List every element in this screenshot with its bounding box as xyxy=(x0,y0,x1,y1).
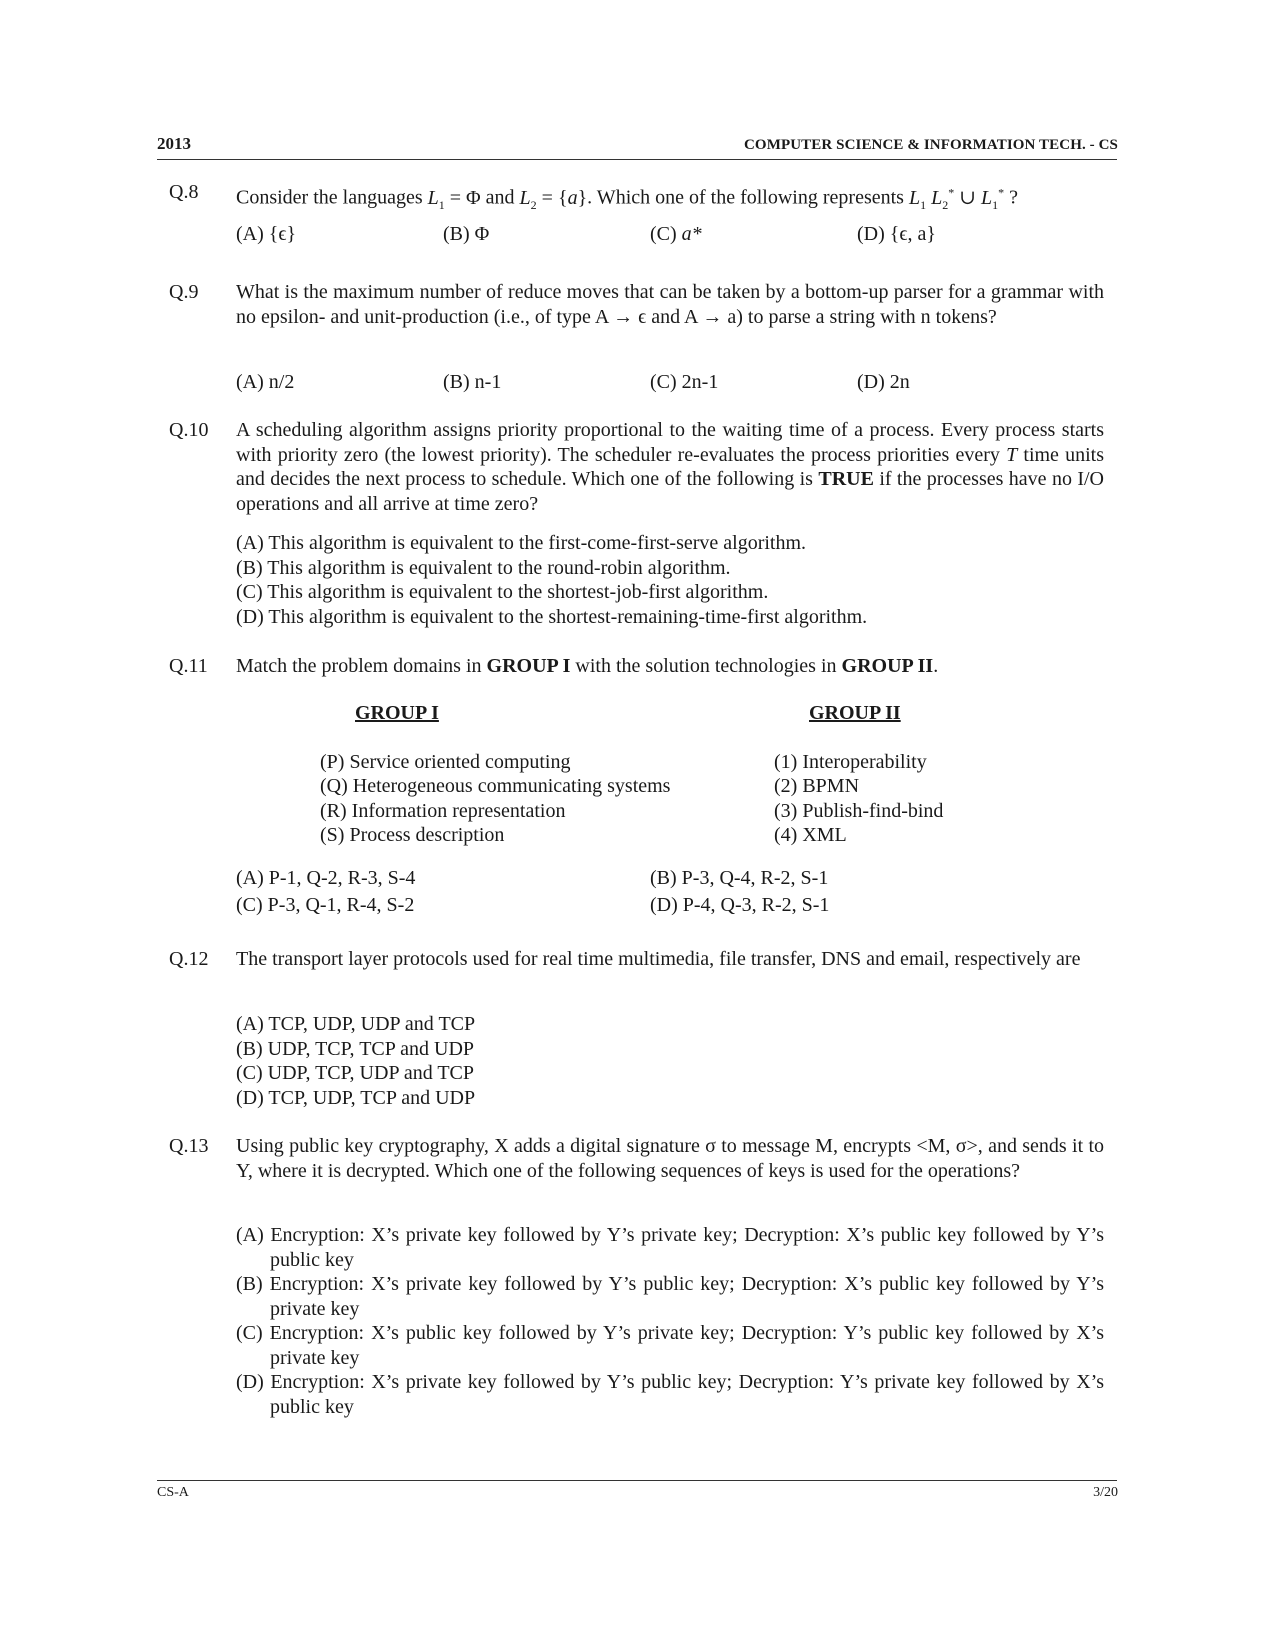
question-number: Q.9 xyxy=(169,281,199,303)
question-text: What is the maximum number of reduce moves that can be taken by a bottom-up parser for a grammar with no epsilon- and unit-production (i.e., of type A → ϵ and A → a) to parse a string with n tokens? xyxy=(236,281,1104,328)
header-rule xyxy=(157,159,1117,160)
footer-rule xyxy=(157,1480,1117,1481)
option-a[interactable]: (A) TCP, UDP, UDP and TCP xyxy=(236,1013,476,1035)
question-text: Consider the languages $L_1 = \Phi$ and $L_2 = \{a\}$. Which one of the following represents $L_1$ $L_2^*$ ∪ $L_1^*$ ? xyxy=(236,185,1018,212)
page-number: 3/20 xyxy=(1093,1485,1118,1500)
group-1-heading: GROUP I xyxy=(355,702,439,724)
question-text: A scheduling algorithm assigns priority proportional to the waiting time of a process. Every process starts with priority zero (the lowest priority). The scheduler re-evaluates the process priorities every T time units and decides the next process to schedule. Which one of the following is TRUE if the processes have no I/O operations and all arrive at time zero? xyxy=(236,419,1104,515)
option-a[interactable]: (A) P-1, Q-2, R-3, S-4 xyxy=(236,867,416,889)
option-b[interactable]: (B) n-1 xyxy=(443,371,502,393)
math-l1: $L_1 = \Phi$ xyxy=(427,186,481,212)
options-row xyxy=(236,866,1104,890)
option-b[interactable]: (B) UDP, TCP, TCP and UDP xyxy=(236,1037,475,1060)
option-d[interactable]: (D) TCP, UDP, TCP and UDP xyxy=(236,1086,476,1109)
question-number: Q.11 xyxy=(169,655,208,677)
footer-code: CS-A xyxy=(157,1485,189,1500)
option-b[interactable]: (B) P-3, Q-4, R-2, S-1 xyxy=(650,867,829,889)
options-row xyxy=(236,370,1104,394)
math-expression: $L_1$ $L_2^*$ ∪ $L_1^*$ xyxy=(908,185,1005,212)
question-number: Q.13 xyxy=(169,1135,209,1157)
group-1-item: (Q) Heterogeneous communicating systems xyxy=(320,775,671,798)
group-1-item: (S) Process description xyxy=(320,823,505,846)
group-1-item: (P) Service oriented computing xyxy=(320,751,571,773)
math-l2: $L_2 = \{a\}$ xyxy=(519,186,588,212)
option-c[interactable]: (C) UDP, TCP, UDP and TCP xyxy=(236,1062,475,1084)
options-list xyxy=(236,1223,1104,1419)
question-number: Q.8 xyxy=(169,181,199,203)
group-2-heading: GROUP II xyxy=(809,702,901,724)
option-c[interactable]: (C) Encryption: X’s public key followed by Y’s private key; Decryption: Y’s public key followed by X’s private key xyxy=(236,1322,1104,1369)
option-c[interactable]: (C) This algorithm is equivalent to the shortest-job-first algorithm. xyxy=(236,581,769,603)
option-d[interactable]: (D) 2n xyxy=(857,371,910,393)
group-2-item: (2) BPMN xyxy=(774,775,860,798)
option-c[interactable]: (C) P-3, Q-1, R-4, S-2 xyxy=(236,894,415,916)
option-c[interactable]: (C) a* xyxy=(650,223,702,245)
options-list xyxy=(236,1012,1104,1110)
option-a[interactable]: (A) Encryption: X’s private key followed by Y’s private key; Decryption: X’s public key followed by Y’s public key xyxy=(236,1224,1104,1271)
option-d[interactable]: (D) P-4, Q-3, R-2, S-1 xyxy=(650,894,830,916)
question-text: The transport layer protocols used for real time multimedia, file transfer, DNS and email, respectively are xyxy=(236,948,1081,970)
group-2-item: (1) Interoperability xyxy=(774,751,927,773)
option-a[interactable]: (A) {ϵ} xyxy=(236,223,297,245)
options-row xyxy=(236,893,1104,917)
group-2-item: (3) Publish-find-bind xyxy=(774,799,944,822)
header-paper-title: COMPUTER SCIENCE & INFORMATION TECH. - CS xyxy=(744,137,1118,153)
question-text: Match the problem domains in GROUP I with the solution technologies in GROUP II. xyxy=(236,655,939,677)
options-list xyxy=(236,531,1104,629)
option-b[interactable]: (B) Encryption: X’s private key followed by Y’s public key; Decryption: X’s public key followed by Y’s private key xyxy=(236,1273,1104,1320)
option-b[interactable]: (B) This algorithm is equivalent to the round-robin algorithm. xyxy=(236,556,731,579)
option-d[interactable]: (D) This algorithm is equivalent to the shortest-remaining-time-first algorithm. xyxy=(236,605,868,628)
option-b[interactable]: (B) Φ xyxy=(443,223,490,245)
option-d[interactable]: (D) {ϵ, a} xyxy=(857,223,936,245)
options-row xyxy=(236,222,1104,246)
group-2-item: (4) XML xyxy=(774,823,847,846)
option-a[interactable]: (A) This algorithm is equivalent to the first-come-first-serve algorithm. xyxy=(236,532,807,554)
group-2-list xyxy=(774,750,943,847)
question-text: Using public key cryptography, X adds a digital signature σ to message M, encrypts <M, σ>, and sends it to Y, where it is decrypted. Which one of the following sequences of keys is used for the operations? xyxy=(236,1135,1104,1182)
group-1-list xyxy=(320,750,670,847)
option-a[interactable]: (A) n/2 xyxy=(236,371,295,393)
question-number: Q.10 xyxy=(169,419,209,441)
header-year: 2013 xyxy=(157,134,191,153)
group-1-item: (R) Information representation xyxy=(320,799,566,822)
option-c[interactable]: (C) 2n-1 xyxy=(650,371,719,393)
option-d[interactable]: (D) Encryption: X’s private key followed by Y’s public key; Decryption: Y’s private key followed by X’s public key xyxy=(236,1371,1104,1418)
question-number: Q.12 xyxy=(169,948,209,970)
